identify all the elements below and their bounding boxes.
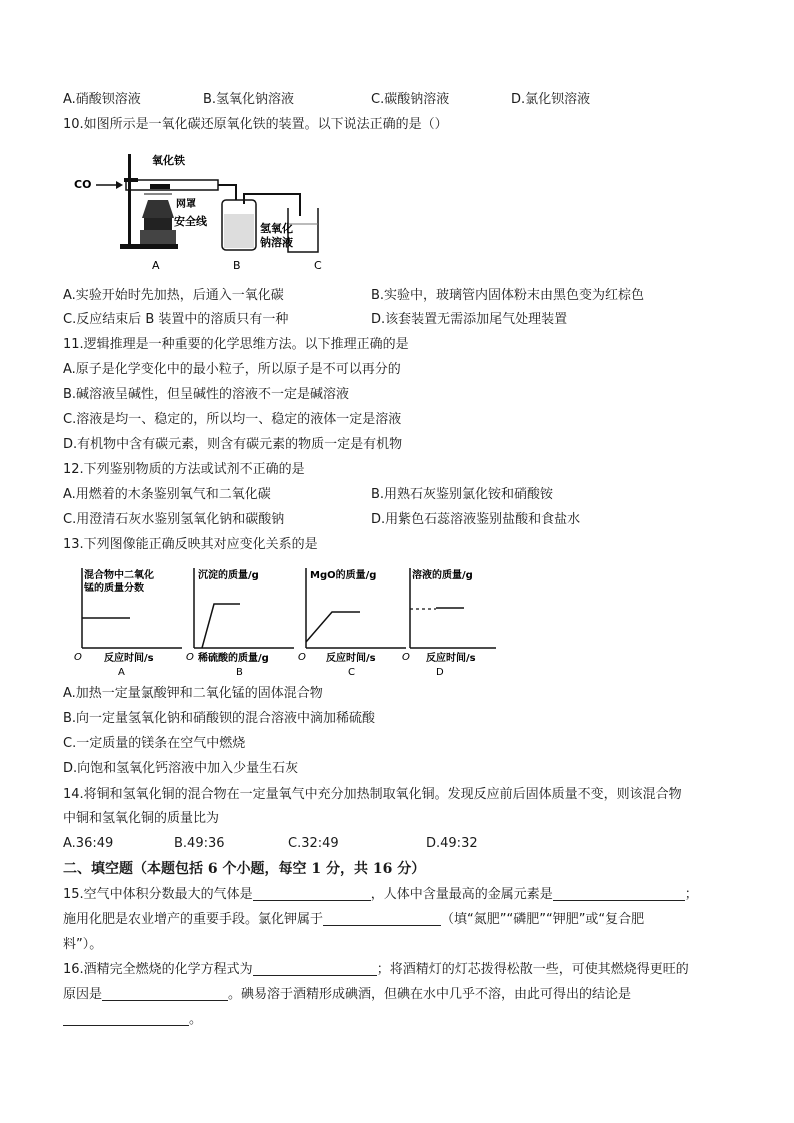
q15-blank-1[interactable] (253, 886, 371, 901)
q13-graph-d-letter: D (436, 667, 444, 678)
q11-option-d: D.有机物中含有碳元素，则含有碳元素的物质一定是有机物 (63, 437, 403, 452)
q10-naoh-label-2: 钠溶液 (260, 236, 293, 249)
q13-graph-c-ylabel: MgO的质量/g (310, 570, 377, 581)
q11-option-c: C.溶液是均一、稳定的，所以均一、稳定的液体一定是溶液 (63, 412, 402, 427)
q10-option-c: C.反应结束后 B 装置中的溶质只有一种 (63, 312, 289, 327)
q15-text-5: （填“氮肥”“磷肥”“钾肥”或“复合肥 (441, 912, 645, 927)
q10-co-label: CO (74, 178, 92, 191)
q13-graph-c-letter: C (348, 667, 355, 678)
q16-text-2: ；将酒精灯的灯芯拨得松散一些，可使其燃烧得更旺的 (376, 962, 689, 977)
q10-label-c: C (314, 259, 322, 272)
q12-option-c: C.用澄清石灰水鉴别氢氧化钠和碳酸钠 (63, 512, 285, 527)
q12-stem: 12.下列鉴别物质的方法或试剂不正确的是 (63, 462, 305, 477)
q13-graph-a-origin: O (74, 652, 82, 663)
q15-line-1 (63, 886, 698, 904)
q16-text-1: 16.酒精完全燃烧的化学方程式为 (63, 962, 253, 977)
q13-graph-b-curve (202, 604, 240, 648)
q13-graph-d-xlabel: 反应时间/s (426, 653, 476, 664)
q9-option-b: B.氢氧化钠溶液 (203, 92, 295, 107)
q9-option-c: C.碳酸钠溶液 (371, 92, 450, 107)
q15-blank-2[interactable] (553, 886, 685, 901)
q10-naoh-label-1: 氢氧化 (260, 222, 293, 235)
section-2-title: 二、填空题（本题包括 6 个小题，每空 1 分，共 16 分） (63, 861, 426, 877)
q13-graph-a (72, 564, 184, 679)
q10-iron-oxide-label: 氧化铁 (152, 154, 185, 167)
q13-graph-a-xlabel: 反应时间/s (104, 653, 154, 664)
q13-option-c: C.一定质量的镁条在空气中燃烧 (63, 736, 246, 751)
q12-option-a: A.用燃着的木条鉴别氧气和二氧化碳 (63, 487, 271, 502)
q13-graph-c (296, 564, 408, 679)
q12-option-d: D.用紫色石蕊溶液鉴别盐酸和食盐水 (371, 512, 581, 527)
q13-graph-b (184, 564, 296, 679)
q15-blank-3[interactable] (323, 911, 441, 926)
q10-option-a: A.实验开始时先加热，后通入一氧化碳 (63, 288, 284, 303)
q13-option-b: B.向一定量氢氧化钠和硝酸钡的混合溶液中滴加稀硫酸 (63, 711, 376, 726)
q15-text-3: ； (684, 887, 698, 902)
q13-graph-c-curve (306, 612, 360, 642)
q9-option-a: A.硝酸钡溶液 (63, 92, 141, 107)
q13-graph-d-ylabel: 溶液的质量/g (412, 570, 473, 581)
q15-text-4: 施用化肥是农业增产的重要手段。氯化钾属于 (63, 912, 324, 927)
q9-option-d: D.氯化钡溶液 (511, 92, 591, 107)
q13-graph-c-xlabel: 反应时间/s (326, 653, 376, 664)
q14-option-a: A.36:49 (63, 836, 114, 851)
q14-stem-line-2: 中铜和氢氧化铜的质量比为 (63, 811, 220, 826)
q14-stem-line-1: 14.将铜和氢氧化铜的混合物在一定量氧气中充分加热制取氧化铜。发现反应前后固体质量不变，则该混合物 (63, 787, 682, 802)
q14-option-d: D.49:32 (426, 836, 478, 851)
q11-stem: 11.逻辑推理是一种重要的化学思维方法。以下推理正确的是 (63, 337, 409, 352)
q16-text-5: 。 (189, 1012, 203, 1027)
q15-text-6: 料”）。 (63, 937, 103, 952)
q10-gauze-label: 网罩 (176, 199, 196, 210)
q13-stem: 13.下列图像能正确反映其对应变化关系的是 (63, 537, 318, 552)
q13-option-d: D.向饱和氢氧化钙溶液中加入少量生石灰 (63, 761, 299, 776)
q16-line-1 (63, 961, 689, 979)
q11-option-b: B.碱溶液呈碱性，但呈碱性的溶液不一定是碱溶液 (63, 387, 350, 402)
q11-option-a: A.原子是化学变化中的最小粒子，所以原子是不可以再分的 (63, 362, 401, 377)
q16-text-3: 原因是 (63, 987, 103, 1002)
q13-graph-a-ylabel-1: 混合物中二氧化 (84, 570, 154, 581)
q15-text-1: 15.空气中体积分数最大的气体是 (63, 887, 253, 902)
q13-graph-d-origin: O (402, 652, 410, 663)
q10-apparatus-figure (70, 148, 350, 276)
q13-graph-d (400, 564, 500, 679)
q13-graph-c-origin: O (298, 652, 306, 663)
q10-label-a: A (152, 259, 160, 272)
q16-blank-2[interactable] (102, 986, 228, 1001)
q10-option-d: D.该套装置无需添加尾气处理装置 (371, 312, 568, 327)
q14-option-b: B.49:36 (174, 836, 225, 851)
q13-option-a: A.加热一定量氯酸钾和二氧化锰的固体混合物 (63, 686, 323, 701)
q16-blank-1[interactable] (253, 961, 377, 976)
q16-text-4: 。碘易溶于酒精形成碘酒，但碘在水中几乎不溶，由此可得出的结论是 (228, 987, 632, 1002)
q15-text-2: ，人体中含量最高的金属元素是 (370, 887, 553, 902)
q13-graph-a-letter: A (118, 667, 125, 678)
q13-graph-b-origin: O (186, 652, 194, 663)
q13-graph-b-letter: B (236, 667, 243, 678)
q16-blank-3[interactable] (63, 1011, 189, 1026)
q13-graph-b-xlabel: 稀硫酸的质量/g (198, 653, 269, 664)
q16-line-3 (63, 1011, 202, 1029)
q14-option-c: C.32:49 (288, 836, 339, 851)
q12-option-b: B.用熟石灰鉴别氯化铵和硝酸铵 (371, 487, 554, 502)
q13-graph-b-ylabel: 沉淀的质量/g (198, 570, 259, 581)
q10-option-b: B.实验中，玻璃管内固体粉末由黑色变为红棕色 (371, 288, 645, 303)
q15-line-2 (63, 911, 644, 929)
q16-line-2 (63, 986, 631, 1004)
q10-safety-line-label: 安全线 (174, 215, 207, 228)
q10-stem: 10.如图所示是一氧化碳还原氧化铁的装置。以下说法正确的是（） (63, 117, 448, 132)
q10-label-b: B (233, 259, 241, 272)
q13-graph-a-ylabel-2: 锰的质量分数 (84, 583, 144, 594)
